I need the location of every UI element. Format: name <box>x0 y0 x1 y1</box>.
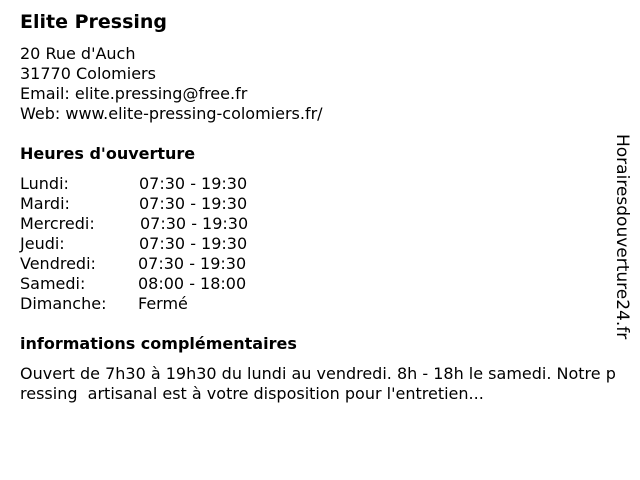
business-address <box>20 44 323 124</box>
time-value: 07:30 - 19:30 <box>139 234 248 253</box>
time-value: 07:30 - 19:30 <box>139 174 248 193</box>
additional-info-text: Ouvert de 7h30 à 19h30 du lundi au vendredi. 8h - 18h le samedi. Notre pressing artisanal est à votre disposition pour l'entretien... <box>20 364 616 403</box>
time-value: 07:30 - 19:30 <box>138 254 247 273</box>
day-label: Dimanche: <box>20 294 107 313</box>
hours-row-saturday <box>20 274 320 294</box>
day-label: Mercredi: <box>20 214 95 233</box>
address-street: 20 Rue d'Auch <box>20 44 136 63</box>
address-city: 31770 Colomiers <box>20 64 156 83</box>
time-value: 07:30 - 19:30 <box>140 214 249 233</box>
day-label: Samedi: <box>20 274 86 293</box>
opening-hours-table <box>20 174 320 314</box>
day-label: Mardi: <box>20 194 70 213</box>
hours-row-sunday <box>20 294 320 314</box>
day-label: Vendredi: <box>20 254 96 273</box>
hours-row-tuesday <box>20 194 320 214</box>
hours-row-wednesday <box>20 214 320 234</box>
opening-hours-heading: Heures d'ouverture <box>20 144 196 163</box>
hours-row-monday <box>20 174 320 194</box>
site-watermark: Horairesdouverture24.fr <box>612 134 632 340</box>
time-value: 07:30 - 19:30 <box>139 194 248 213</box>
day-label: Jeudi: <box>20 234 65 253</box>
contact-website: Web: www.elite-pressing-colomiers.fr/ <box>20 104 323 123</box>
additional-info-heading: informations complémentaires <box>20 334 297 353</box>
hours-row-friday <box>20 254 320 274</box>
time-value: Fermé <box>138 294 188 313</box>
contact-email: Email: elite.pressing@free.fr <box>20 84 248 103</box>
business-name: Elite Pressing <box>20 11 168 33</box>
time-value: 08:00 - 18:00 <box>138 274 247 293</box>
hours-row-thursday <box>20 234 320 254</box>
day-label: Lundi: <box>20 174 69 193</box>
